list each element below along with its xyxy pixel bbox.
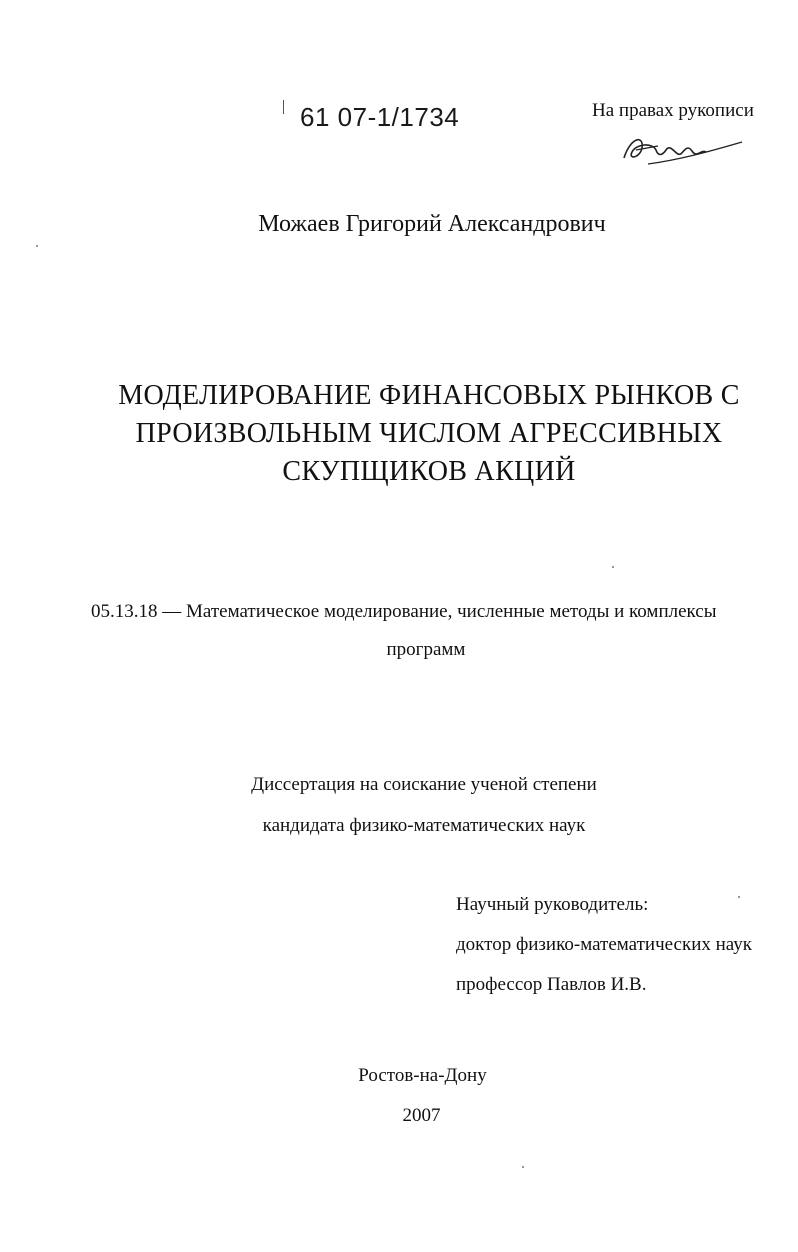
scan-speck	[612, 566, 614, 568]
rights-note: На правах рукописи	[592, 100, 754, 121]
specialty-code: 05.13.18 — Математическое моделирование, численные методы и комплексы	[91, 601, 717, 622]
handwritten-signature	[618, 130, 748, 166]
advisor-block	[456, 885, 752, 1005]
degree-statement: Диссертация на соискание ученой степени	[251, 774, 597, 795]
degree-field: кандидата физико-математических наук	[262, 815, 586, 836]
year: 2007	[402, 1105, 441, 1126]
advisor-degree: доктор физико-математических наук	[456, 934, 752, 955]
advisor-label: Научный руководитель:	[456, 894, 649, 915]
specialty-continuation: программ	[386, 639, 466, 660]
margin-mark	[283, 100, 284, 114]
scan-speck	[522, 1166, 524, 1168]
title-line: СКУПЩИКОВ АКЦИЙ	[282, 456, 576, 487]
author-name: Можаев Григорий Александрович	[258, 211, 606, 237]
scan-speck	[738, 896, 740, 898]
title-line: ПРОИЗВОЛЬНЫМ ЧИСЛОМ АГРЕССИВНЫХ	[135, 418, 723, 449]
title-line: МОДЕЛИРОВАНИЕ ФИНАНСОВЫХ РЫНКОВ С	[118, 380, 740, 411]
dissertation-title	[40, 377, 798, 491]
city: Ростов-на-Дону	[358, 1065, 487, 1086]
advisor-name: профессор Павлов И.В.	[456, 974, 647, 995]
scan-speck	[36, 245, 38, 247]
registry-number: 61 07-1/1734	[300, 102, 460, 132]
